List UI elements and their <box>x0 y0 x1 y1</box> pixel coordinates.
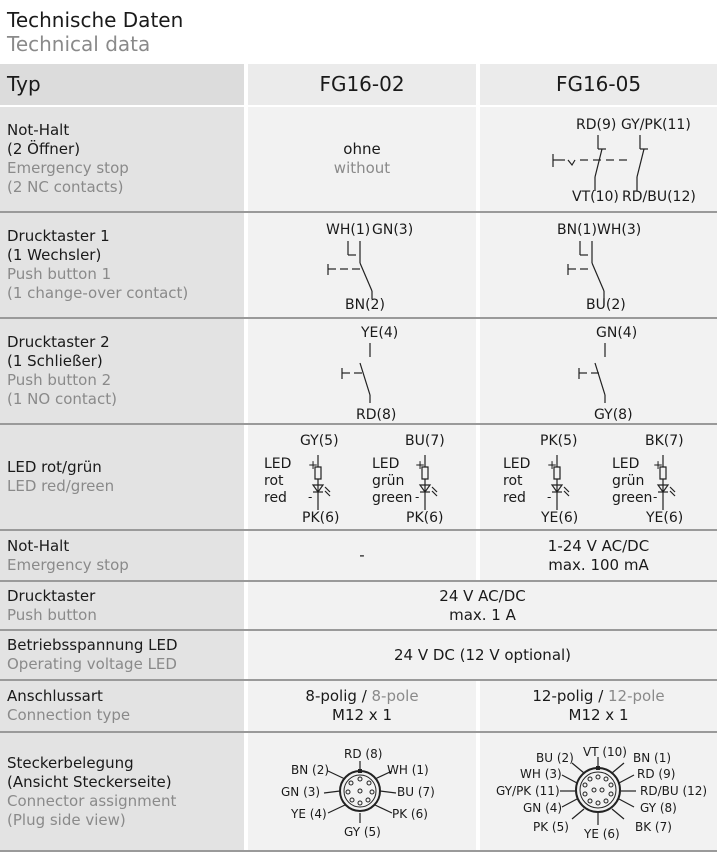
label-pk5: PK(5) <box>540 433 578 449</box>
label-bn2: BN(2) <box>345 297 385 313</box>
cell-fg16-02: GY(5) LED rot red + - PK(6) BU(7) LED grün green + - PK(6) <box>248 425 476 529</box>
cell-fg16-02: 8-polig / 8-pole M12 x 1 <box>248 681 476 731</box>
label-ye4: YE(4) <box>361 325 399 341</box>
cell-fg16-02: RD (8) BN (2) WH (1) GN (3) BU (7) YE (4) PK (6) GY (5) <box>248 733 476 850</box>
row-label: Betriebsspannung LED Operating voltage LED <box>0 631 244 679</box>
label-pk6: PK(6) <box>302 510 340 526</box>
header-fg16-02: FG16-02 <box>248 64 476 105</box>
label-gy8: GY(8) <box>594 407 633 423</box>
label-gn3: GN(3) <box>372 222 414 238</box>
cell-fg16-05: PK(5) LED rot red + - YE(6) BK(7) LED grün green + - YE(6) <box>480 425 717 529</box>
label-rd8: RD(8) <box>356 407 397 423</box>
row-label: Anschlussart Connection type <box>0 681 244 731</box>
cell-fg16-05: 12-polig / 12-pole M12 x 1 <box>480 681 717 731</box>
page-subtitle: Technical data <box>7 32 151 56</box>
row-anschlussart <box>0 681 717 731</box>
row-label: Drucktaster 2 (1 Schließer) Push button 2 (1 NO contact) <box>0 319 244 423</box>
label-rd9: RD(9) <box>576 117 617 133</box>
cell-fg16-02: - <box>248 531 476 580</box>
label-bu7: BU(7) <box>405 433 445 449</box>
row-label: Not-Halt (2 Öffner) Emergency stop (2 NC contacts) <box>0 107 244 211</box>
row-drucktaster <box>0 582 717 629</box>
label-wh1: WH(1) <box>326 222 371 238</box>
label-bn1: BN(1) <box>557 222 597 238</box>
row-led <box>0 425 717 529</box>
cell-fg16-02 <box>248 213 476 317</box>
row-not-halt-voltage <box>0 531 717 580</box>
row-label: Drucktaster Push button <box>0 582 244 629</box>
cell-both: 24 V DC (12 V optional) <box>248 631 717 679</box>
label-wh3: WH(3) <box>597 222 642 238</box>
label-gypk11: GY/PK(11) <box>621 117 691 133</box>
label-gy5: GY(5) <box>300 433 339 449</box>
cell-fg16-05: VT (10) BU (2) BN (1) WH (3) RD (9) GY/PK (11) RD/BU (12) GN (4) GY (8) PK (5) BK (7) YE (6) <box>480 733 717 850</box>
row-label: Not-Halt Emergency stop <box>0 531 244 580</box>
cell-fg16-02: ohne without <box>248 107 476 211</box>
label-rdbu12: RD/BU(12) <box>622 189 696 205</box>
row-steckerbelegung <box>0 733 717 850</box>
row-drucktaster-1 <box>0 213 717 317</box>
header-fg16-05: FG16-05 <box>480 64 717 105</box>
row-label: LED rot/grün LED red/green <box>0 425 244 529</box>
row-label: Drucktaster 1 (1 Wechsler) Push button 1 (1 change-over contact) <box>0 213 244 317</box>
led-symbols <box>480 425 717 529</box>
label-gn4: GN(4) <box>596 325 638 341</box>
header-typ: Typ <box>0 64 244 105</box>
cell-fg16-05 <box>480 319 717 423</box>
label-bu2: BU(2) <box>586 297 626 313</box>
row-label: Steckerbelegung (Ansicht Steckerseite) Connector assignment (Plug side view) <box>0 733 244 850</box>
cell-fg16-05 <box>480 107 717 211</box>
label-ye6-b: YE(6) <box>646 510 684 526</box>
row-betriebsspannung <box>0 631 717 679</box>
row-drucktaster-2 <box>0 319 717 423</box>
led-symbols <box>248 425 476 529</box>
page-title: Technische Daten <box>7 8 184 32</box>
cell-both: 24 V AC/DC max. 1 A <box>248 582 717 629</box>
row-divider <box>0 850 717 852</box>
label-vt10: VT(10) <box>572 189 619 205</box>
label-bk7: BK(7) <box>645 433 684 449</box>
label-ye6: YE(6) <box>541 510 579 526</box>
cell-fg16-05: 1-24 V AC/DC max. 100 mA <box>480 531 717 580</box>
cell-fg16-05 <box>480 213 717 317</box>
cell-fg16-02 <box>248 319 476 423</box>
row-not-halt <box>0 107 717 211</box>
label-pk6-b: PK(6) <box>406 510 444 526</box>
